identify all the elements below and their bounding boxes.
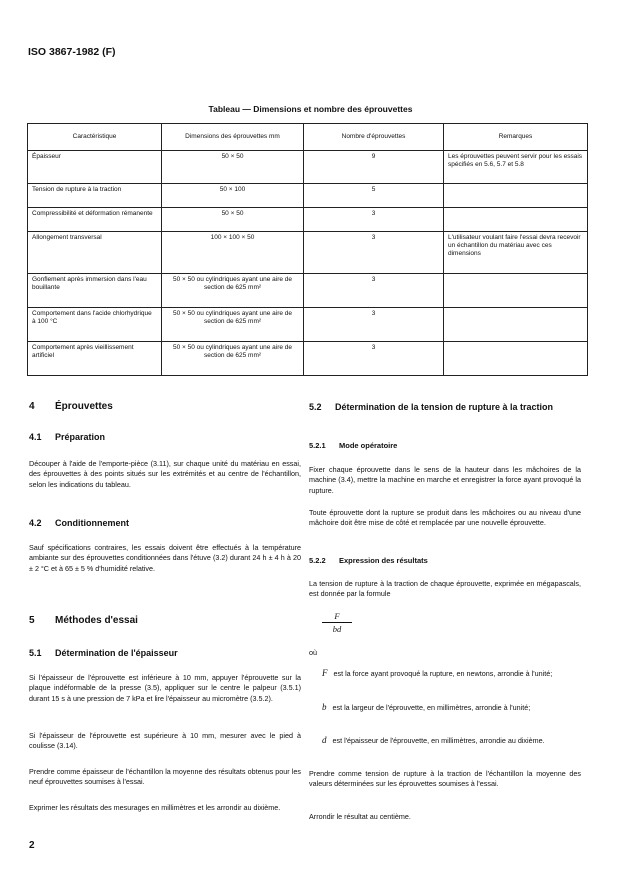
table-row xyxy=(28,274,588,308)
column-header: Dimensions des éprouvettes mm xyxy=(162,124,304,151)
definition-item xyxy=(322,702,558,713)
cell-characteristic: Comportement après vieillissement artificiel xyxy=(28,342,162,376)
section-5-2-1-heading xyxy=(309,441,581,451)
cell-dimensions: 50 × 50 xyxy=(162,208,304,232)
cell-characteristic: Tension de rupture à la traction xyxy=(28,184,162,208)
section-title: Expression des résultats xyxy=(339,556,428,565)
paragraph: Exprimer les résultats des mesurages en millimètres et les arrondir au dixième. xyxy=(29,803,281,812)
page-number: 2 xyxy=(29,840,35,851)
cell-remark: Les éprouvettes peuvent servir pour les essais spécifiés en 5.6, 5.7 et 5.8 xyxy=(444,151,588,184)
table-row xyxy=(28,151,588,184)
section-4-heading xyxy=(29,402,301,412)
section-title: Détermination de la tension de rupture à la traction xyxy=(335,402,554,412)
cell-dimensions: 100 × 100 × 50 xyxy=(162,232,304,274)
section-title: Éprouvettes xyxy=(55,401,113,412)
column-header: Remarques xyxy=(444,124,588,151)
cell-dimensions: 50 × 50 xyxy=(162,151,304,184)
cell-count: 9 xyxy=(304,151,444,184)
cell-characteristic: Allongement transversal xyxy=(28,232,162,274)
cell-remark xyxy=(444,342,588,376)
cell-dimensions: 50 × 50 ou cylindriques ayant une aire de section de 625 mm² xyxy=(162,274,304,308)
cell-characteristic: Épaisseur xyxy=(28,151,162,184)
section-5-2-heading xyxy=(309,402,581,413)
cell-dimensions: 50 × 50 ou cylindriques ayant une aire de section de 625 mm² xyxy=(162,342,304,376)
paragraph: Si l'épaisseur de l'éprouvette est inférieure à 10 mm, appuyer l'éprouvette sur la plaque indéformable de la presse (3.5), appliquer sur le centre le palpeur (3.5.1) durant 15 s à une pression de 7 kPa et lire l'épaisseur au micromètre (3.5.2). xyxy=(29,673,301,703)
cell-dimensions: 50 × 100 xyxy=(162,184,304,208)
cell-characteristic: Gonflement après immersion dans l'eau bouillante xyxy=(28,274,162,308)
table-row xyxy=(28,232,588,274)
cell-remark xyxy=(444,308,588,342)
table-row xyxy=(28,208,588,232)
definition-text: est l'épaisseur de l'éprouvette, en millimètres, arrondie au dixième. xyxy=(332,736,545,745)
paragraph: Prendre comme tension de rupture à la traction de l'échantillon la moyenne des valeurs déterminées sur les éprouvettes soumises à l'essai. xyxy=(309,769,581,789)
cell-remark xyxy=(444,274,588,308)
cell-count: 3 xyxy=(304,342,444,376)
section-5-heading xyxy=(29,616,301,626)
section-title: Méthodes d'essai xyxy=(55,615,138,626)
formula xyxy=(322,611,352,634)
paragraph: Découper à l'aide de l'emporte-pièce (3.11), sur chaque unité du matériau en essai, des éprouvettes à des points situés sur les extrémités et au centre de l'échantillon, selon les indications du tableau. xyxy=(29,459,301,489)
section-number: 4 xyxy=(29,401,35,412)
section-4-1-heading xyxy=(29,432,301,442)
formula-numerator: F xyxy=(334,611,340,621)
column-header: Nombre d'éprouvettes xyxy=(304,124,444,151)
specimen-table xyxy=(27,123,588,376)
paragraph: Fixer chaque éprouvette dans le sens de la hauteur dans les mâchoires de la machine (3.4), mettre la machine en marche et enregistrer la force ayant provoqué la rupture. xyxy=(309,465,581,495)
cell-remark: L'utilisateur voulant faire l'essai devra recevoir un échantillon du matériau avec ces dimensions xyxy=(444,232,588,274)
table-row xyxy=(28,308,588,342)
column-header: Caractéristique xyxy=(28,124,162,151)
section-title: Conditionnement xyxy=(55,518,129,528)
table-row xyxy=(28,184,588,208)
definition-symbol: d xyxy=(322,735,327,745)
cell-count: 3 xyxy=(304,208,444,232)
table-header-row xyxy=(28,124,588,151)
cell-remark xyxy=(444,184,588,208)
paragraph: Prendre comme épaisseur de l'échantillon la moyenne des résultats obtenus pour les neuf éprouvettes soumises à l'essai. xyxy=(29,767,301,787)
cell-count: 3 xyxy=(304,274,444,308)
definition-text: est la force ayant provoqué la rupture, en newtons, arrondie à l'unité; xyxy=(333,669,553,678)
section-number: 5.2 xyxy=(309,402,322,412)
paragraph: Si l'épaisseur de l'éprouvette est supérieure à 10 mm, mesurer avec le pied à coulisse (3.14). xyxy=(29,731,301,751)
table-row xyxy=(28,342,588,376)
document-header: ISO 3867-1982 (F) xyxy=(28,46,116,58)
section-number: 5.2.2 xyxy=(309,556,326,565)
section-number: 5.2.1 xyxy=(309,441,326,450)
cell-dimensions: 50 × 50 ou cylindriques ayant une aire de section de 625 mm² xyxy=(162,308,304,342)
paragraph: Sauf spécifications contraires, les essais doivent être effectués à la température ambiante sur des éprouvettes conditionnées dans l'étuve (3.2) durant 24 h ± 4 h à 20 ± 2 °C et à 65 ± 5 % d'humidité relative. xyxy=(29,543,301,573)
section-4-2-heading xyxy=(29,518,301,528)
definition-symbol: F xyxy=(322,668,328,678)
section-title: Détermination de l'épaisseur xyxy=(55,648,178,658)
paragraph: Arrondir le résultat au centième. xyxy=(309,812,411,821)
definition-item xyxy=(322,735,558,746)
cell-count: 3 xyxy=(304,232,444,274)
section-5-2-2-heading xyxy=(309,556,581,566)
formula-denominator: bd xyxy=(332,624,342,634)
cell-characteristic: Comportement dans l'acide chlorhydrique à 100 °C xyxy=(28,308,162,342)
section-5-1-heading xyxy=(29,648,301,658)
section-title: Mode opératoire xyxy=(339,441,398,450)
definition-symbol: b xyxy=(322,702,327,712)
paragraph: Toute éprouvette dont la rupture se produit dans les mâchoires ou au niveau d'une mâchoire doit être mise de côté et remplacée par une nouvelle éprouvette. xyxy=(309,508,581,528)
cell-characteristic: Compressibilité et déformation rémanente xyxy=(28,208,162,232)
cell-count: 3 xyxy=(304,308,444,342)
where-label: où xyxy=(309,648,317,657)
cell-count: 5 xyxy=(304,184,444,208)
cell-remark xyxy=(444,208,588,232)
table-caption: Tableau — Dimensions et nombre des éprouvettes xyxy=(208,104,413,114)
definition-text: est la largeur de l'éprouvette, en millimètres, arrondie à l'unité; xyxy=(332,703,531,712)
definition-item xyxy=(322,668,558,679)
section-number: 4.2 xyxy=(29,518,42,528)
paragraph: La tension de rupture à la traction de chaque éprouvette, exprimée en mégapascals, est donnée par la formule xyxy=(309,579,581,599)
section-number: 5 xyxy=(29,615,35,626)
section-number: 4.1 xyxy=(29,432,42,442)
section-title: Préparation xyxy=(55,432,106,442)
section-number: 5.1 xyxy=(29,648,42,658)
fraction-bar xyxy=(322,622,352,623)
